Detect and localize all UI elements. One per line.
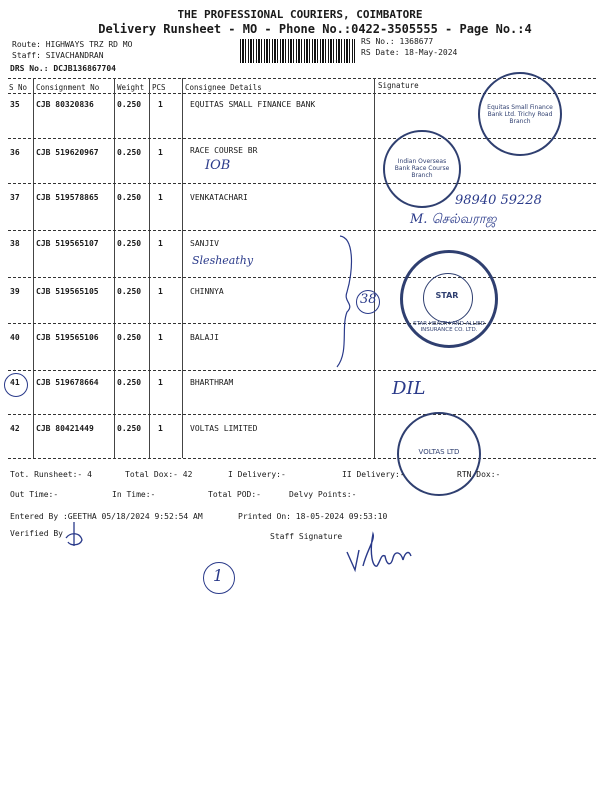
star-health-stamp-text: STAR HEALTH AND ALLIED INSURANCE CO. LTD.: [413, 321, 485, 333]
circled-count-text: 38: [360, 292, 377, 307]
handwritten-note: Slesheathy: [192, 254, 254, 267]
equitas-stamp: [478, 72, 562, 156]
row-rule: [8, 323, 596, 324]
staff-label: Staff: SIVACHANDRAN: [12, 51, 104, 60]
equitas-stamp-text: Equitas Small Finance Bank Ltd. Trichy Road Branch: [487, 104, 553, 125]
row-consignment: CJB 519620967: [36, 148, 99, 157]
row-weight: 0.250: [117, 333, 142, 342]
row-consignment: CJB 519578865: [36, 193, 99, 202]
row-consignee: CHINNYA: [190, 287, 224, 296]
col-header-signature: Signature: [378, 81, 419, 90]
row-circle-mark: [4, 373, 28, 397]
staff-signature-label: Staff Signature: [270, 532, 343, 541]
row-consignment: CJB 519678664: [36, 378, 99, 387]
voltas-stamp: [397, 412, 481, 496]
row-pcs: 1: [158, 193, 163, 202]
printed-on: Printed On: 18-05-2024 09:53:10: [238, 512, 388, 521]
row-consignment: CJB 519565105: [36, 287, 99, 296]
iob-stamp-text: Indian Overseas Bank Race Course Branch: [394, 158, 450, 179]
row-consignment: CJB 519565106: [36, 333, 99, 342]
star-health-stamp: [400, 250, 498, 348]
col-header-consignee: Consignee Details: [185, 83, 262, 92]
drs-number: DRS No.: DCJB136867704: [10, 64, 116, 73]
row-sno: 36: [10, 148, 20, 157]
staff-signature: [345, 530, 415, 578]
row-rule: [8, 277, 596, 278]
handwritten-name: M. செல்வராஜ: [410, 212, 497, 227]
verified-by: Verified By: [10, 529, 63, 538]
i-delivery: I Delivery:-: [228, 470, 286, 479]
row-weight: 0.250: [117, 287, 142, 296]
row-sno: 38: [10, 239, 20, 248]
col-divider: [114, 78, 115, 458]
col-divider: [149, 78, 150, 458]
row-pcs: 1: [158, 148, 163, 157]
verifier-signature: [60, 520, 88, 548]
row-consignment: CJB 80320836: [36, 100, 94, 109]
row-sno: 39: [10, 287, 20, 296]
row-weight: 0.250: [117, 193, 142, 202]
total-pod: Total POD:-: [208, 490, 261, 499]
row-consignee: RACE COURSE BR: [190, 146, 258, 155]
row-consignee: BHARTHRAM: [190, 378, 234, 387]
row-pcs: 1: [158, 239, 163, 248]
row-consignee: EQUITAS SMALL FINANCE BANK: [190, 100, 316, 109]
row-consignee: SANJIV: [190, 239, 219, 248]
row-rule: [8, 414, 596, 415]
handwritten-note: DIL: [392, 378, 426, 399]
route-label: Route: HIGHWAYS TRZ RD MO: [12, 40, 133, 49]
table-bottom-rule: [8, 458, 596, 459]
handwritten-note: IOB: [205, 158, 231, 173]
row-consignee: BALAJI: [190, 333, 219, 342]
row-consignment: CJB 80421449: [36, 424, 94, 433]
row-weight: 0.250: [117, 424, 142, 433]
row-consignee: VENKATACHARI: [190, 193, 248, 202]
star-health-stamp-inner-text: STAR: [435, 291, 459, 300]
row-pcs: 1: [158, 424, 163, 433]
col-header-weight: Weight: [117, 83, 145, 92]
runsheet-subtitle: Delivery Runsheet - MO - Phone No.:0422-3505555 - Page No.:4: [98, 22, 532, 36]
row-pcs: 1: [158, 378, 163, 387]
row-sno: 40: [10, 333, 20, 342]
row-sno: 42: [10, 424, 20, 433]
col-divider: [374, 78, 375, 458]
in-time: In Time:-: [112, 490, 156, 499]
rs-date: RS Date: 18-May-2024: [361, 48, 458, 57]
out-time: Out Time:-: [10, 490, 59, 499]
row-consignment: CJB 519565107: [36, 239, 99, 248]
row-sno: 41: [10, 378, 20, 387]
row-weight: 0.250: [117, 239, 142, 248]
barcode: [240, 39, 355, 63]
row-pcs: 1: [158, 100, 163, 109]
row-pcs: 1: [158, 287, 163, 296]
rtn-dox: RTN Dox:-: [457, 470, 501, 479]
row-weight: 0.250: [117, 148, 142, 157]
iob-stamp: [383, 130, 461, 208]
row-sno: 35: [10, 100, 20, 109]
total-dox: Total Dox:- 42: [125, 470, 193, 479]
rs-number: RS No.: 1368677: [361, 37, 434, 46]
tot-runsheet: Tot. Runsheet:- 4: [10, 470, 92, 479]
col-divider: [33, 78, 34, 458]
col-header-consignment: Consignment No: [36, 83, 100, 92]
row-rule: [8, 183, 596, 184]
ii-delivery: II Delivery:-: [342, 470, 405, 479]
row-sno: 37: [10, 193, 20, 202]
delvy-points: Delvy Points:-: [289, 490, 357, 499]
row-consignee: VOLTAS LIMITED: [190, 424, 258, 433]
row-weight: 0.250: [117, 100, 142, 109]
entered-by: Entered By :GEETHA 05/18/2024 9:52:54 AM: [10, 512, 203, 521]
row-pcs: 1: [158, 333, 163, 342]
col-header-sno: S No: [9, 83, 28, 92]
page-mark-text: 1: [213, 566, 224, 585]
company-title: THE PROFESSIONAL COURIERS, COIMBATORE: [177, 8, 423, 21]
handwritten-phone: 98940 59228: [455, 193, 542, 208]
col-divider: [182, 78, 183, 458]
row-rule: [8, 230, 596, 231]
row-weight: 0.250: [117, 378, 142, 387]
voltas-stamp-text: VOLTAS LTD: [418, 448, 460, 456]
col-header-pcs: PCS: [152, 83, 166, 92]
row-rule: [8, 370, 596, 371]
